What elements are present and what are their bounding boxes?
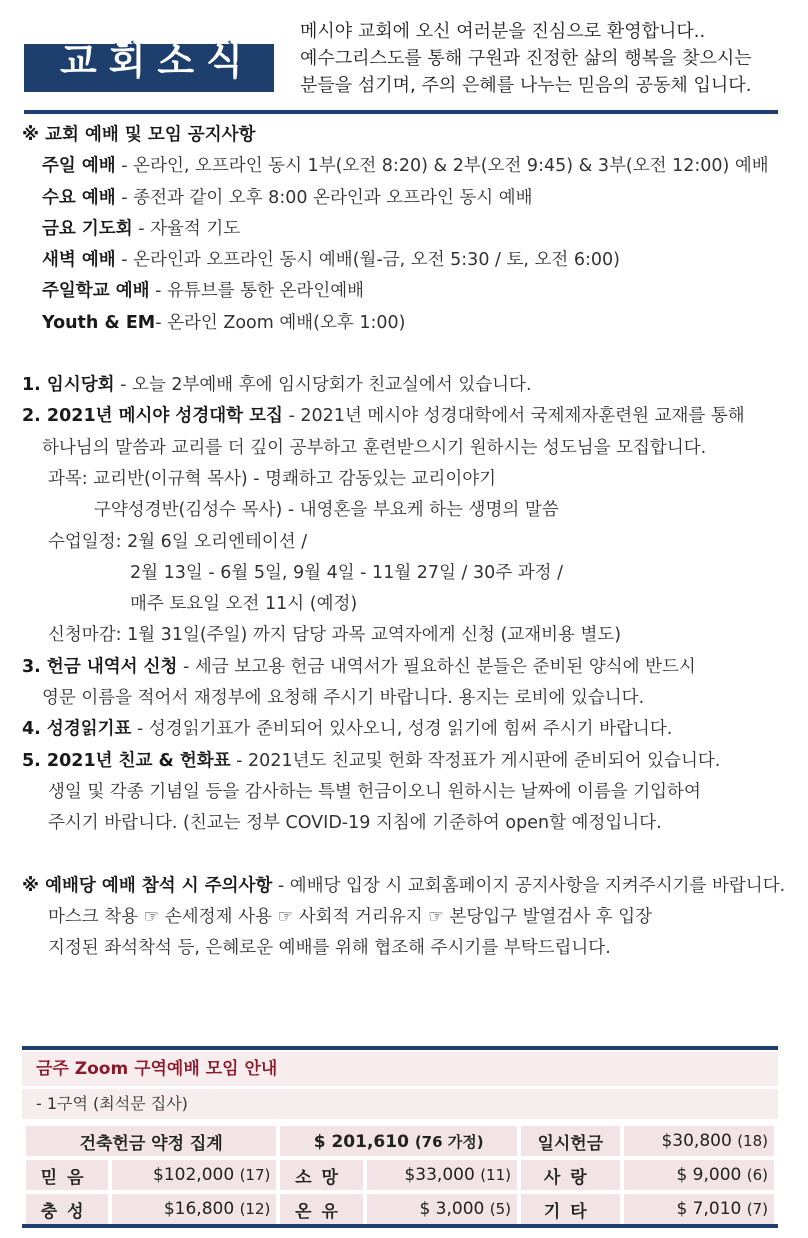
offering-amount-cell <box>624 1160 774 1190</box>
worship-heading: ※ 교회 예배 및 모임 공지사항 <box>22 125 256 145</box>
special-amount-cell <box>624 1126 774 1156</box>
offering-count: (12) <box>239 1200 271 1218</box>
notice-line: 주시기 바랍니다. (친교는 정부 COVID-19 지침에 기준하여 open할 예정입니다. <box>48 813 662 834</box>
offering-amount: $102,000 <box>153 1165 235 1185</box>
notice-line: 하나님의 말씀과 교리를 더 깊이 공부하고 훈련받으시기 원하시는 성도님을 모집합니다. <box>42 437 707 458</box>
table-row <box>26 1126 774 1156</box>
worship-item <box>22 245 792 276</box>
notice-text: - 성경읽기표가 준비되어 있사오니, 성경 읽기에 힘써 주시기 바랍니다. <box>131 719 673 740</box>
offering-label: 사랑 <box>521 1160 620 1190</box>
zoom-divider <box>22 1046 778 1050</box>
page-title: 교회소식 <box>60 39 255 83</box>
offering-label: 온유 <box>280 1194 362 1224</box>
worship-item <box>22 151 792 182</box>
notice-line: 과목: 교리반(이규혁 목사) - 명쾌하고 감동있는 교리이야기 <box>48 468 497 489</box>
notice-line: 수업일정: 2월 6일 오리엔테이션 / <box>48 531 308 552</box>
offering-count: (5) <box>489 1200 511 1218</box>
spacer <box>22 840 792 871</box>
offering-count: (7) <box>746 1200 768 1218</box>
header-divider <box>24 110 778 114</box>
worship-item <box>22 183 792 214</box>
table-row <box>26 1194 774 1224</box>
notice-text: - 세금 보고용 헌금 내역서가 필요하신 분들은 준비된 양식에 반드시 <box>177 656 696 677</box>
building-total-cell <box>280 1126 517 1156</box>
special-amount: $30,800 <box>661 1131 732 1151</box>
worship-item-text: - 유튜브를 통한 온라인예배 <box>149 281 365 302</box>
welcome-line: 예수그리스도를 통해 구원과 진정한 삶의 행복을 찾으시는 <box>300 48 752 69</box>
offering-amount: $16,800 <box>163 1199 235 1219</box>
notice-text: - 오늘 2부예배 후에 임시당회가 친교실에서 있습니다. <box>114 375 532 396</box>
offering-label: 기타 <box>521 1194 620 1224</box>
offering-amount: $ 7,010 <box>676 1199 742 1219</box>
notice-number: 5. <box>22 750 47 771</box>
notice-number: 1. <box>22 375 47 396</box>
notice-label: 헌금 내역서 신청 <box>46 656 178 677</box>
offering-count: (6) <box>746 1166 768 1184</box>
notice-number: 3. <box>22 656 47 677</box>
notice-5 <box>22 746 792 777</box>
worship-item-text: - 자율적 기도 <box>132 218 241 239</box>
worship-item-text: - 온라인과 오프라인 동시 예배(월-금, 오전 5:30 / 토, 오전 6:00) <box>115 250 621 271</box>
notice-number: 2. <box>22 406 47 427</box>
welcome-message <box>300 18 790 99</box>
offering-amount: $33,000 <box>404 1165 475 1185</box>
worship-item-label: 금요 기도회 <box>42 218 133 239</box>
notice-label: 성경읽기표 <box>46 719 132 740</box>
special-label: 일시헌금 <box>521 1126 620 1156</box>
offering-count: (11) <box>480 1166 511 1184</box>
worship-item-label: 새벽 예배 <box>42 250 116 271</box>
offering-label: 충성 <box>26 1194 108 1224</box>
offering-label: 믿음 <box>26 1160 108 1190</box>
notice-line: 2월 13일 - 6월 5일, 9월 4일 - 11월 27일 / 30주 과정 / <box>130 562 563 583</box>
zoom-heading: 금주 Zoom 구역예배 모임 안내 <box>22 1052 778 1086</box>
worship-item-label: 주일 예배 <box>42 156 116 177</box>
notice-label: 2021년 친교 & 헌화표 <box>46 750 231 771</box>
caution-label: ※ 예배당 예배 참석 시 주의사항 <box>22 875 273 896</box>
notice-content <box>22 120 792 964</box>
building-total: $ 201,610 <box>313 1131 409 1152</box>
worship-item-label: 주일학교 예배 <box>42 281 150 302</box>
worship-item-text: - 온라인, 오프라인 동시 1부(오전 8:20) & 2부(오전 9:45) & 3부(오전 12:00) 예배 <box>115 156 769 177</box>
notice-line: 생일 및 각종 기념일 등을 감사하는 특별 헌금이오니 원하시는 날짜에 이름을 기입하여 <box>48 781 701 802</box>
notice-line: 구약성경반(김성수 목사) - 내영혼을 부요케 하는 생명의 말씀 <box>94 500 559 521</box>
worship-item <box>22 308 792 339</box>
notice-label: 임시당회 <box>46 375 115 396</box>
worship-item-text: - 종전과 같이 오후 8:00 온라인과 오프라인 동시 예배 <box>115 187 533 208</box>
worship-item-text: - 온라인 Zoom 예배(오후 1:00) <box>155 312 406 333</box>
welcome-line: 메시야 교회에 오신 여러분을 진심으로 환영합니다.. <box>300 21 706 42</box>
notice-text: - 2021년 메시야 성경대학에서 국제제자훈련원 교재를 통해 <box>282 406 745 427</box>
notice-number: 4. <box>22 719 47 740</box>
offering-amount-cell <box>367 1194 517 1224</box>
notice-line: 매주 토요일 오전 11시 (예정) <box>130 594 358 615</box>
offering-amount-cell <box>624 1194 774 1224</box>
offering-amount: $ 9,000 <box>676 1165 742 1185</box>
notice-text: - 2021년도 친교및 헌화 작정표가 게시판에 준비되어 있습니다. <box>230 750 721 771</box>
notice-label: 2021년 메시야 성경대학 모집 <box>46 406 283 427</box>
notice-line: 영문 이름을 적어서 재정부에 요청해 주시기 바랍니다. 용지는 로비에 있습니다. <box>42 688 645 709</box>
offering-label: 소망 <box>280 1160 362 1190</box>
notice-4 <box>22 714 792 745</box>
notice-3 <box>22 652 792 683</box>
worship-item-label: Youth & EM <box>42 312 156 333</box>
notice-line: 신청마감: 1월 31일(주일) 까지 담당 과목 교역자에게 신청 (교재비용 별도) <box>48 625 622 646</box>
caution-text: - 예배당 입장 시 교회홈페이지 공지사항을 지켜주시기를 바랍니다. <box>272 875 786 896</box>
offering-amount-cell <box>112 1194 276 1224</box>
offering-amount-cell <box>367 1160 517 1190</box>
offering-amount: $ 3,000 <box>419 1199 485 1219</box>
offering-amount-cell <box>112 1160 276 1190</box>
special-count: (18) <box>737 1132 768 1150</box>
spacer <box>22 339 792 370</box>
building-households: (76 가정) <box>414 1132 484 1151</box>
building-label: 건축헌금 약정 집계 <box>26 1126 276 1156</box>
worship-item <box>22 276 792 307</box>
worship-item <box>22 214 792 245</box>
notice-1 <box>22 370 792 401</box>
caution-line: 지정된 좌석착석 등, 은혜로운 예배를 위해 협조해 주시기를 부탁드립니다. <box>48 938 611 959</box>
caution-line: 마스크 착용 ☞ 손세정제 사용 ☞ 사회적 거리유지 ☞ 본당입구 발열검사 후 입장 <box>48 906 653 927</box>
zoom-item: - 1구역 (최석문 집사) <box>22 1089 778 1119</box>
offering-table <box>22 1122 778 1228</box>
worship-item-label: 수요 예배 <box>42 187 116 208</box>
welcome-line: 분들을 섬기며, 주의 은혜를 나누는 믿음의 공동체 입니다. <box>300 75 752 96</box>
notice-2 <box>22 401 792 432</box>
offering-count: (17) <box>239 1166 271 1184</box>
footer-divider <box>22 1224 778 1228</box>
caution-notice <box>22 871 792 902</box>
table-row <box>26 1160 774 1190</box>
zoom-section <box>22 1046 778 1119</box>
